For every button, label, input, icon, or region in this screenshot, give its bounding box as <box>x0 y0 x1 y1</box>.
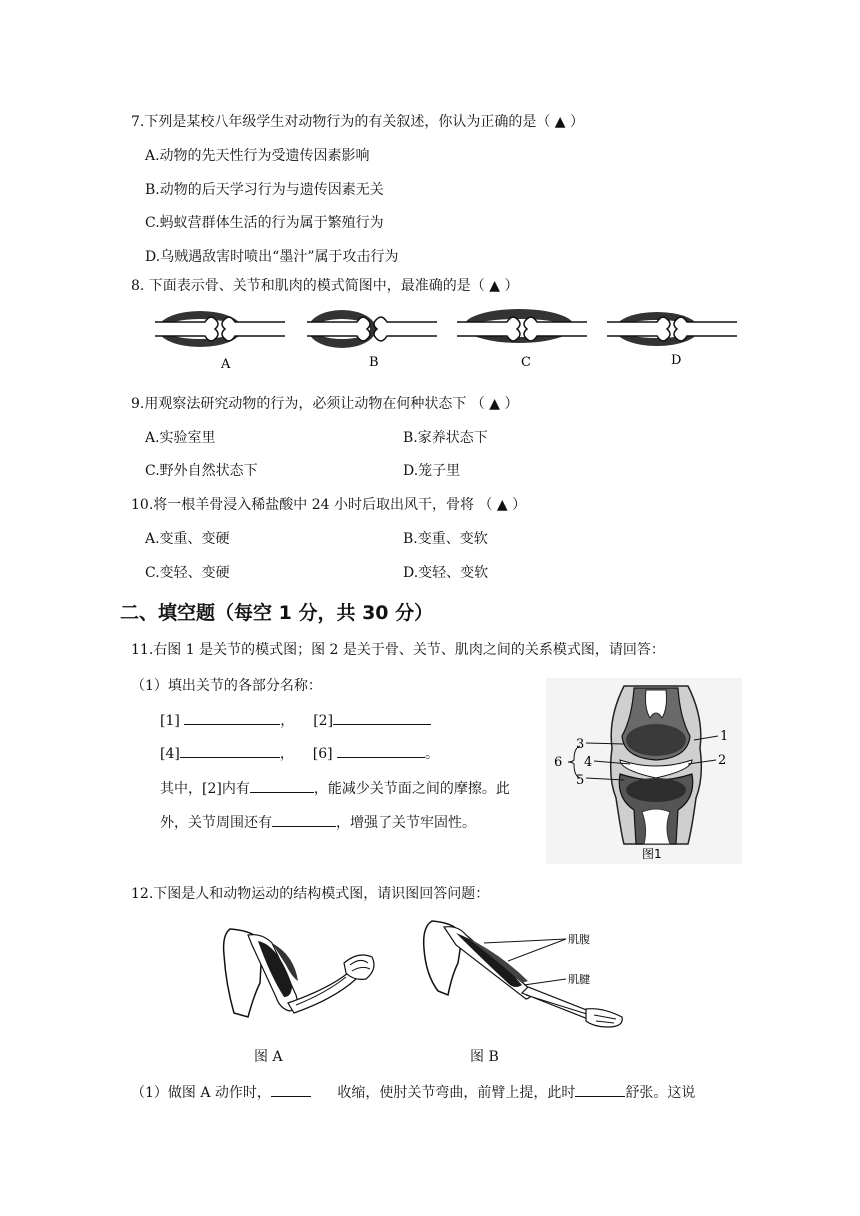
q7-option-d: D.乌贼遇敌害时喷出“墨汁”属于攻击行为 <box>145 249 399 265</box>
q11-answer-blank-ligament[interactable] <box>272 812 336 827</box>
q7-option-a: A.动物的先天性行为受遗传因素影响 <box>145 148 370 164</box>
q9-option-a: A.实验室里 <box>145 430 216 446</box>
fig1-label-3: 3 <box>576 737 585 752</box>
q8-label-d: D <box>671 353 682 368</box>
q11-answer-blank-2[interactable] <box>333 710 431 725</box>
q11-comma-1: ， <box>280 713 295 729</box>
q9-option-b: B.家养状态下 <box>403 430 488 446</box>
q8-label-c: C <box>521 355 531 370</box>
q7-stem: 7.下列是某校八年级学生对动物行为的有关叙述，你认为正确的是（ ▲ ） <box>131 114 585 130</box>
figure-1-joint-diagram <box>546 678 742 864</box>
figure-b-extended-arm <box>418 915 638 1035</box>
q10-option-a: A.变重、变硬 <box>145 531 230 547</box>
q12-sub1-start: （1）做图 A 动作时， <box>131 1085 271 1101</box>
q10-option-d: D.变轻、变软 <box>403 565 489 581</box>
fig1-label-1: 1 <box>720 729 729 744</box>
q9-option-d: D.笼子里 <box>403 463 461 479</box>
q12-answer-blank-relax[interactable] <box>575 1082 625 1097</box>
fig-a-caption: 图 A <box>254 1049 283 1065</box>
q11-answer-blank-1[interactable] <box>184 710 280 725</box>
q11-label-2: [2] <box>313 713 334 729</box>
q11-blank-row2 <box>160 743 439 763</box>
q11-line4 <box>160 812 476 832</box>
fig1-label-6: 6 <box>554 755 563 770</box>
fig1-caption: 图1 <box>642 847 662 861</box>
figure-a-bent-arm <box>218 925 388 1025</box>
q11-stem: 11.右图 1 是关节的模式图；图 2 是关于骨、关节、肌肉之间的关系模式图，请回答： <box>131 642 665 658</box>
q11-blank-row1 <box>160 710 431 730</box>
q9-option-c: C.野外自然状态下 <box>145 463 258 479</box>
q8-stem: 8. 下面表示骨、关节和肌肉的模式简图中，最准确的是（ ▲ ） <box>131 278 519 294</box>
q8-label-a: A <box>221 357 231 372</box>
fig1-label-2: 2 <box>718 753 727 768</box>
q11-line3 <box>160 778 510 798</box>
q7-option-b: B.动物的后天学习行为与遗传因素无关 <box>145 182 384 198</box>
q11-period: 。 <box>425 746 440 762</box>
q11-label-6: [6] <box>312 746 333 762</box>
q12-stem: 12.下图是人和动物运动的结构模式图，请识图回答问题： <box>131 886 490 902</box>
q11-label-4: [4] <box>160 746 180 762</box>
q12-answer-blank-contract[interactable] <box>271 1082 311 1097</box>
q11-answer-blank-4[interactable] <box>180 743 280 758</box>
fig1-label-4: 4 <box>584 755 593 770</box>
q8-joint-diagrams <box>155 302 755 374</box>
fig-b-label-belly: 肌腹 <box>568 933 590 946</box>
q10-option-c: C.变轻、变硬 <box>145 565 230 581</box>
q11-comma-2: ， <box>279 746 294 762</box>
q11-line3-end: ，能减少关节面之间的摩擦。此 <box>313 781 510 797</box>
q11-line4-start: 外，关节周围还有 <box>160 815 272 831</box>
q12-sub1-end: 舒张。这说 <box>625 1085 696 1101</box>
q11-answer-blank-synovial[interactable] <box>250 778 314 793</box>
q10-stem: 10.将一根羊骨浸入稀盐酸中 24 小时后取出风干，骨将 （ ▲ ） <box>131 497 527 513</box>
q11-answer-blank-6[interactable] <box>337 743 425 758</box>
section-2-title: 二、填空题（每空 1 分，共 30 分） <box>120 602 434 624</box>
fig-b-label-tendon: 肌腱 <box>568 973 590 986</box>
q11-label-1: [1] <box>160 713 180 729</box>
q12-sub1-middle: 收缩，使肘关节弯曲，前臂上提，此时 <box>337 1085 576 1101</box>
q11-line3-start: 其中，[2]内有 <box>160 781 250 797</box>
q11-sub1: （1）填出关节的各部分名称： <box>131 678 322 694</box>
q10-option-b: B.变重、变软 <box>403 531 488 547</box>
fig-b-caption: 图 B <box>470 1049 499 1065</box>
q11-line4-end: ，增强了关节牢固性。 <box>336 815 476 831</box>
fig1-label-5: 5 <box>576 773 585 788</box>
q12-sub1 <box>131 1082 695 1102</box>
q9-stem: 9.用观察法研究动物的行为，必须让动物在何种状态下 （ ▲ ） <box>131 396 519 412</box>
q7-option-c: C.蚂蚁营群体生活的行为属于繁殖行为 <box>145 215 384 231</box>
q8-label-b: B <box>369 355 379 370</box>
